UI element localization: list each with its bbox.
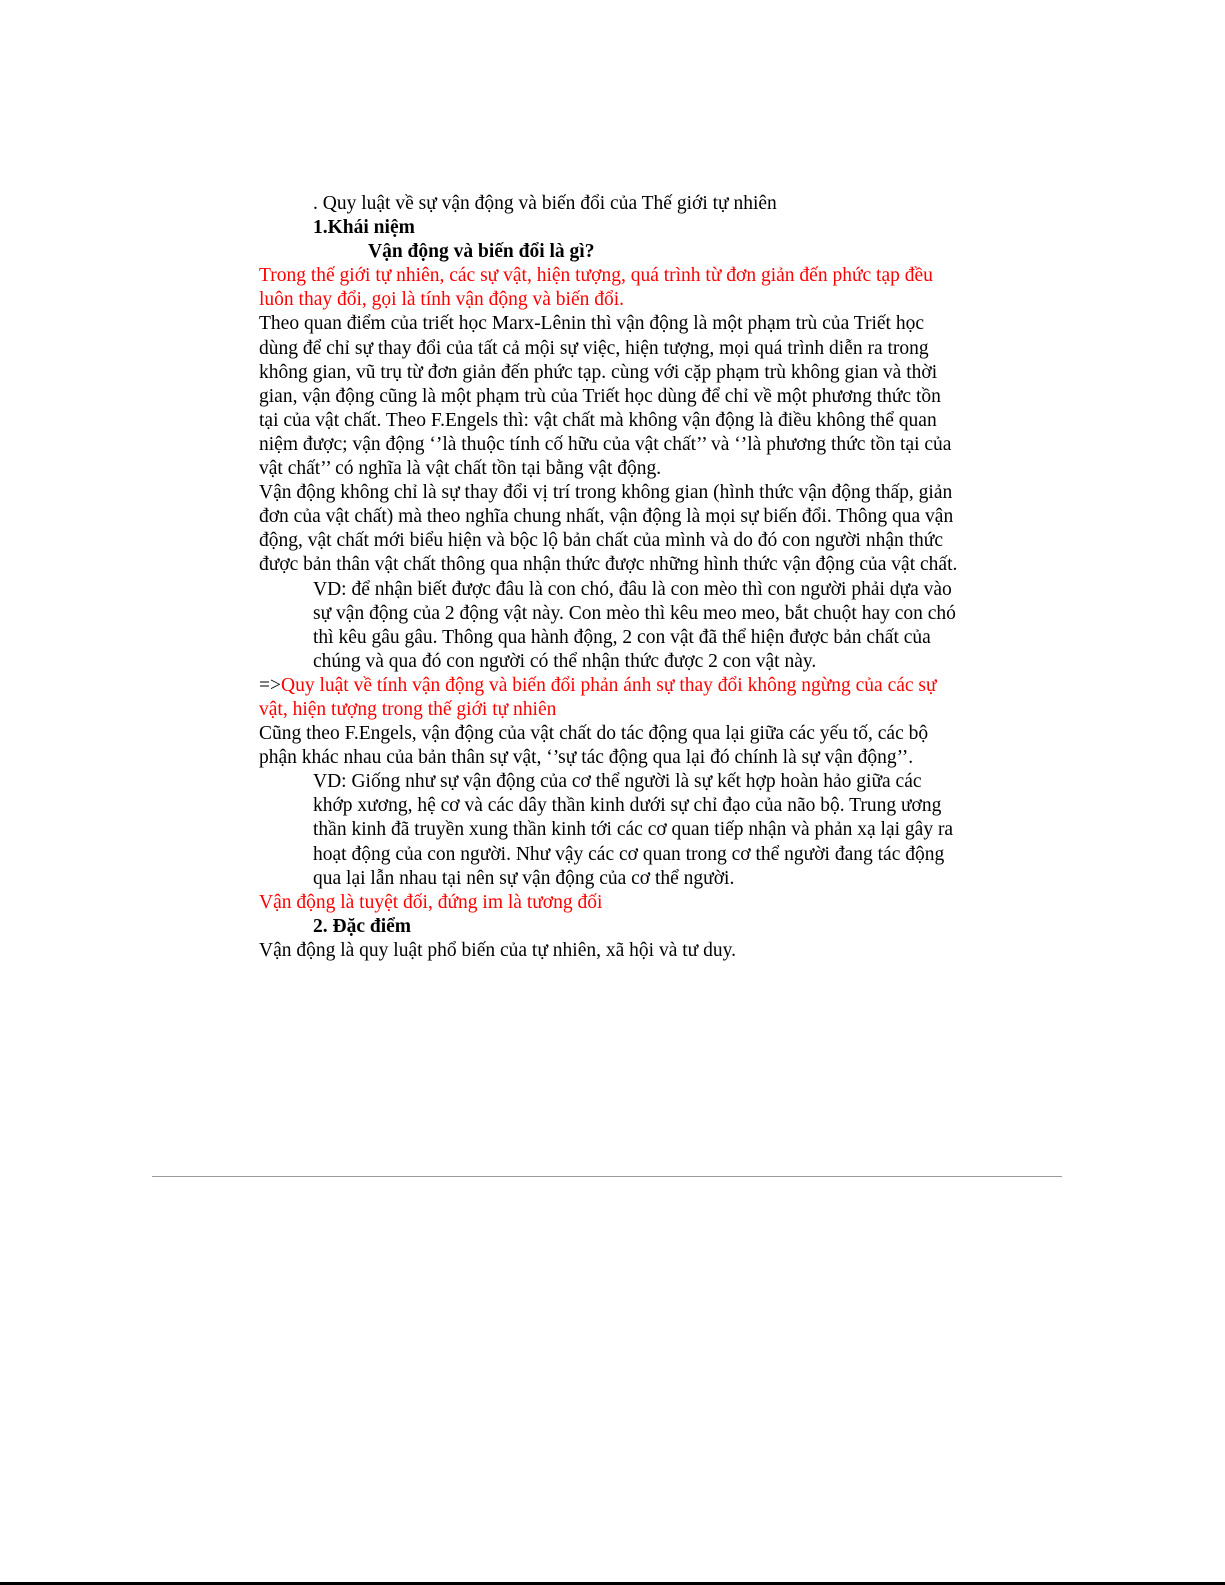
page-separator-line	[152, 1176, 1062, 1177]
section-title-characteristics: 2. Đặc điểm	[313, 915, 412, 937]
document-heading: . Quy luật về sự vận động và biến đổi của Thế giới tự nhiên	[313, 193, 777, 214]
example-body-paragraph: VD: Giống như sự vận động của cơ thể người là sự kết hợp hoàn hảo giữa các khớp xương, hệ cơ và các dây thần kinh dưới sự chỉ đạo của não bộ. Trung ương thần kinh đã truyền xung thần kinh tới các cơ quan tiếp nhận và phản xạ lại gây ra hoạt động của con người. Như vậy các cơ quan trong cơ thể người đang tác động qua lại lẫn nhau tại nên sự vận động của cơ thể người.	[313, 771, 954, 889]
conclusion-text: Quy luật về tính vận động và biến đổi phản ánh sự thay đổi không ngừng của các sự vật, hiện tượng trong thế giới tự nhiên	[259, 674, 937, 720]
conclusion-arrow: =>	[259, 674, 281, 696]
marx-lenin-paragraph: Theo quan điểm của triết học Marx-Lênin thì vận động là một phạm trù của Triết học dùng để chỉ sự thay đổi của tất cả mội sự việc, hiện tượng, mọi quá trình diễn ra trong không gian, vũ trụ từ đơn giản đến phức tạp. cùng với cặp phạm trù không gian và thời gian, vận động cũng là một phạm trù của Triết học dùng để chỉ về một phương thức tồn tại của vật chất. Theo F.Engels thì: vật chất mà không vận động là điều không thể quan niệm được; vận động ‘’là thuộc tính cố hữu của vật chất’’ và ‘’là phương thức tồn tại của vật chất’’ có nghĩa là vật chất tồn tại bằng vật động.	[259, 313, 952, 480]
document-body	[259, 192, 959, 963]
conclusion-paragraph	[259, 674, 959, 722]
definition-paragraph: Trong thế giới tự nhiên, các sự vật, hiện tượng, quá trình từ đơn giản đến phức tạp đều luôn thay đổi, gọi là tính vận động và biến đổi.	[259, 265, 933, 311]
engels-paragraph: Cũng theo F.Engels, vận động của vật chất do tác động qua lại giữa các yếu tố, các bộ phận khác nhau của bản thân sự vật, ‘’sự tác động qua lại đó chính là sự vận động’’.	[259, 723, 929, 769]
section-title-concept: 1.Khái niệm	[313, 217, 415, 239]
subsection-title-question: Vận động và biến đổi là gì?	[368, 241, 595, 263]
motion-change-paragraph: Vận động không chỉ là sự thay đổi vị trí trong không gian (hình thức vận động thấp, giản đơn của vật chất) mà theo nghĩa chung nhất, vận động là mọi sự biến đổi. Thông qua vận động, vật chất mới biểu hiện và bộc lộ bản chất của mình và do đó con người nhận thức được bản thân vật chất thông qua nhận thức được những hình thức vận động của vật chất.	[259, 482, 958, 576]
example-animals-paragraph: VD: để nhận biết được đâu là con chó, đâu là con mèo thì con người phải dựa vào sự vận động của 2 động vật này. Con mèo thì kêu meo meo, bắt chuột hay con chó thì kêu gâu gâu. Thông qua hành động, 2 con vật đã thể hiện được bản chất của chúng và qua đó con người có thể nhận thức được 2 con vật này.	[313, 578, 956, 672]
absolute-motion-statement: Vận động là tuyệt đối, đứng im là tương đối	[259, 891, 603, 913]
universal-law-paragraph: Vận động là quy luật phổ biến của tự nhiên, xã hội và tư duy.	[259, 939, 736, 961]
